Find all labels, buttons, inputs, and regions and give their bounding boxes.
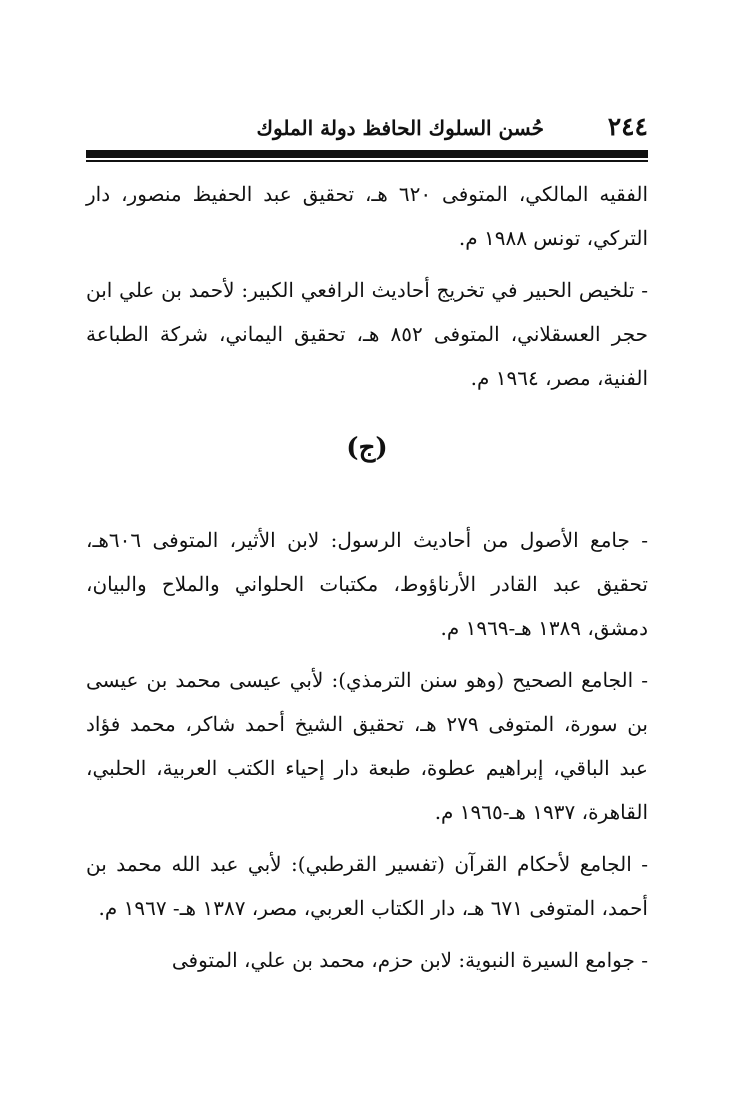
bibliography-entry: - جامع الأصول من أحاديث الرسول: لابن الأثير، المتوفى ٦٠٦هـ، تحقيق عبد القادر الأرناؤوط، مكتبات الحلواني والملاح والبيان، دمشق، ١٣٨٩ هـ-١٩٦٩ م. [86, 528, 648, 640]
bibliography-entries-top [86, 172, 648, 408]
section-heading-letter: (ج) [346, 433, 388, 463]
bibliography-entry: - الجامع لأحكام القرآن (تفسير القرطبي): لأبي عبد الله محمد بن أحمد، المتوفى ٦٧١ هـ، دار الكتاب العربي، مصر، ١٣٨٧ هـ- ١٩٦٧ م. [86, 852, 649, 920]
bibliography-entry: - جوامع السيرة النبوية: لابن حزم، محمد بن علي، المتوفى [171, 948, 648, 972]
page-number: ٢٤٤ [607, 112, 648, 141]
running-header [86, 112, 648, 146]
header-rule-thick [86, 150, 648, 158]
bibliography-entry-continuation: الفقيه المالكي، المتوفى ٦٢٠ هـ، تحقيق عبد الحفيظ منصور، دار التركي، تونس ١٩٨٨ م. [86, 182, 648, 250]
bibliography-entries-bottom [86, 518, 648, 990]
bibliography-entry: - تلخيص الحبير في تخريج أحاديث الرافعي الكبير: لأحمد بن علي ابن حجر العسقلاني، المتوفى ٨٥٢ هـ، تحقيق اليماني، شركة الطباعة الفنية، مصر، ١٩٦٤ م. [86, 278, 649, 390]
running-title: حُسن السلوك الحافظ دولة الملوك [256, 116, 544, 140]
header-rule-thin [86, 160, 648, 162]
bibliography-entry: - الجامع الصحيح (وهو سنن الترمذي): لأبي عيسى محمد بن عيسى بن سورة، المتوفى ٢٧٩ هـ، تحقيق الشيخ أحمد شاكر، محمد فؤاد عبد الباقي، إبراهيم عطوة، طبعة دار إحياء الكتب العربية، الحلبي، القاهرة، ١٩٣٧ هـ-١٩٦٥ م. [86, 668, 649, 824]
